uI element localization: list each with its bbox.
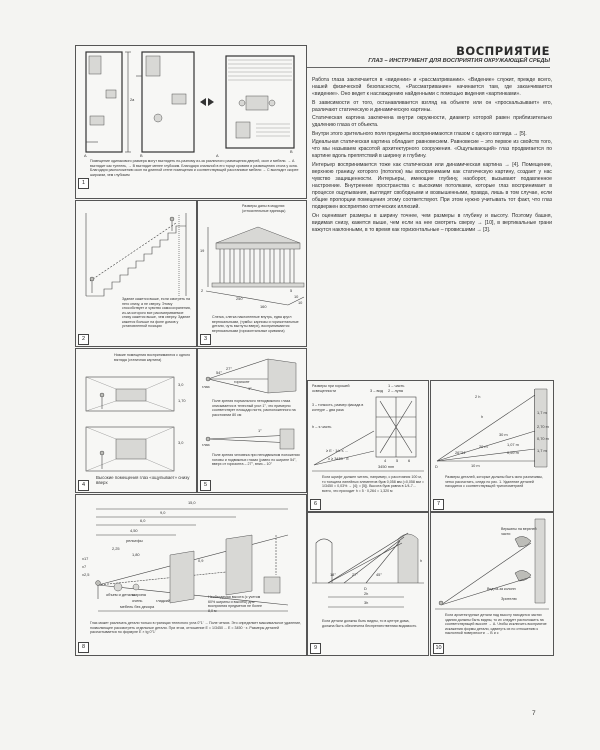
bed-icon [236, 122, 250, 138]
angle-label: 45° [376, 572, 382, 577]
diagram-label: рельефы [126, 538, 143, 543]
dimension-label: 1,70 [178, 398, 186, 403]
dimension-label: 250 [236, 296, 243, 301]
body-paragraph: Статическая картина заключена внутри окружности, диаметр которой равен приблизительно удалению глаза от объекта. [312, 115, 552, 129]
plan-label: B [140, 153, 143, 158]
dimension-label: 9,0 [160, 510, 166, 515]
distance-label: D [364, 586, 367, 591]
dimension-label: 6,0 [140, 518, 146, 523]
dimension-label: 2,25 [112, 546, 120, 551]
diagram-label: ширина [132, 592, 146, 597]
figure-number: 8 [78, 642, 89, 653]
person-head-icon [170, 217, 174, 221]
figure-panel-1 [75, 45, 307, 199]
figure-caption: Если шрифт должен читать, например, с расстояния 100 м, то толщина линейных элементов букв 0,058 мм (=0,058 мм = 1/3450 = 0,03% → [4]; = [5]). Высота букв равна в 1/4-7... всего, что проходит h = 5 · 0,264 = 1,320 м [322, 475, 424, 493]
diagram-label: 1,7 m [537, 410, 547, 415]
diagram-label: объем и детали [106, 592, 135, 597]
diagram-note: Необходимая высота (с учетом 60% ширины и высоты) для восприятия предметов не более 8,0 м [208, 595, 263, 613]
figure-caption: Поле зрения человека при неподвижном положении головы и подвижных глазах (равно по ширине 54°, вверх от горизонта – 27°, вниз – 10° [212, 453, 300, 466]
staircase-line [86, 226, 186, 296]
figure-caption: Если детали должны быть видны, то в центре дома, должна быть обеспечена беспрепятственная видимость [322, 619, 417, 628]
diagram-label: 4 [384, 458, 387, 463]
diagram-label: D [435, 464, 438, 469]
diagram-label: 5 [396, 458, 399, 463]
diagram-label: 6 [408, 458, 411, 463]
person-head-icon [100, 393, 104, 397]
cornice-profile [515, 536, 531, 547]
diagram-label: 1,07 m [507, 442, 519, 447]
angle-label: 27° [352, 572, 358, 577]
diagram-label: 2,70 m [537, 424, 549, 429]
table-icon [246, 96, 268, 110]
eye-icon [114, 583, 122, 591]
dimension-label: 4,50 [130, 528, 138, 533]
figure-caption: Размеры деталей, которые должны быть ясно различимы, четко рассчитать, следя по рис. 1. Удаление деталей находится с соответствующей тригонометрией [445, 475, 543, 488]
figure-panel-9 [307, 512, 429, 656]
diagram-label: мебель без декора [120, 604, 155, 609]
body-paragraph: Идеальная статическая картина обладает равновесием. Равновесие – это первое из свойств того, что мы называем красотой архитектурного сооружения. «Ощупывающий» глаз продвигается по картине вдоль препятствий в ширину и глубину. [312, 139, 552, 160]
figure-number: 3 [200, 334, 211, 345]
figure-panel-5 [197, 348, 307, 493]
figure-number: 1 [78, 178, 89, 189]
figure-number: 5 [200, 480, 211, 491]
diagram-label: 20 m [479, 444, 488, 449]
eye-icon [206, 437, 210, 441]
figure-number: 9 [310, 643, 321, 654]
plan-label: A [216, 153, 219, 158]
figure-caption: Слегка, слегка наклоненные внутрь, едва кругл вертикальными, (тумбы: карнизы и горизонтальные детали, чуть выгнуты вверх), воспринимаются вертикальными (горизонтальные кривизна) [212, 315, 299, 333]
figure-number: 10 [433, 643, 444, 654]
arrow-left-icon [208, 98, 214, 106]
wall-panel [170, 551, 194, 603]
diagram-label: 2 – лупа [388, 388, 403, 393]
visual-field-drawing [198, 349, 306, 492]
body-paragraph: Внутри этого зрительного поля предметы воспринимаются глазом с одного взгляда → [5]. [312, 130, 527, 137]
figure-caption: Помещение одинакового размера могут выглядеть по-разному из-за различного размещения дверей, окон и мебели. → A выглядит как туннель, → B выглядит менее глубоким. Благодаря спальной в его торце кровати и размещению стола у окна. Благодаря расположению окон на длинной стене помещения и соответствующей расстановке мебели → C выглядит скорее широким, чем глубоким [90, 159, 299, 177]
body-paragraph: В зависимости от того, останавливается взгляд на объекте или он «проскальзывает» его, различают статическую и динамическую картины. [312, 99, 552, 113]
diagram-label: 1 – часть [388, 383, 405, 388]
diagram-label: гладкий [156, 598, 171, 603]
person-head-icon [100, 451, 104, 455]
plan-label: B [290, 149, 293, 154]
dimension-label: 10 [298, 300, 303, 305]
body-paragraph: Интерьер воспринимается тоже как статическая или динамическая картина → [4]. Помещение, верхнюю границу которого (потолок) мы воспринимаем как статическую картину, создает у нас чувство защищенности. Интерьеры, имеющие глубину, наоборот, вызывают подавленное настроение. Внутренние пространства с высокими потолками, которые глаз воспринимает в процессе ощупывания, выглядят свободными и возвышенными, правда, лишь в том случае, если общие пропорции помещения этому соответствуют. При этом нужно учитывать тот факт, что глаз подвержен восприятию оптических иллюзий. [312, 162, 552, 211]
pediment-shape [216, 227, 300, 243]
dimension-label: x17 [82, 556, 89, 561]
header-rule [300, 67, 550, 68]
figure-panel-8 [75, 494, 307, 656]
figure-panel-6 [307, 380, 429, 512]
formula-label: x ≥ 3450 · E [328, 456, 349, 461]
page-number: 7 [532, 710, 536, 717]
table-icon [106, 90, 116, 98]
dimension-label: 19 [200, 248, 205, 253]
diagram-label: h [481, 414, 484, 419]
diagram-label: 27° [226, 366, 232, 371]
figure-caption: Если архитектурные детали над высоту находятся частях здания должны быть видны, то их следует расположить на соответствующей высоте → A. Чтобы исключить восприятие искажения формы детали, сдвинуть их по отношению к наклонной поверхности → B и c [445, 613, 547, 635]
angle-triangle-drawing [431, 381, 553, 511]
plan-label: A [84, 153, 87, 158]
eye-icon [206, 377, 210, 381]
dimension-label: 3,0 [178, 382, 184, 387]
formula-label: ≥ E · 1/x ≤ ... [326, 448, 348, 453]
figure-bottom-caption: Высокие помещения глаз «ощупывает» снизу вверх [96, 475, 190, 485]
bed-icon [146, 56, 160, 76]
distance-label: h [420, 558, 423, 563]
tower-shape [398, 534, 418, 583]
diagram-label: 30 m [499, 432, 508, 437]
figure-panel-10 [430, 512, 554, 656]
dimension-label: 1,80 [132, 552, 140, 557]
arrow-right-icon [200, 98, 206, 106]
page-title: ВОСПРИЯТИЕ [456, 44, 550, 58]
diagram-label: 0,59 m [507, 450, 519, 455]
figure-top-label: Размеры при хорошей освещенности [312, 384, 350, 393]
figure-number: 7 [433, 499, 444, 510]
distance-label: 2h [364, 591, 369, 596]
diagram-label: 54° [216, 370, 222, 375]
dimension-label: 2 [201, 288, 204, 293]
diagram-label: 1,7 m [537, 448, 547, 453]
figure-number: 4 [78, 480, 89, 491]
figure-panel-3 [197, 200, 307, 347]
diagram-label: Вершины на верхней части [501, 527, 537, 536]
dimension-label: 0,9 [198, 558, 204, 563]
figure-number: 6 [310, 499, 321, 510]
diagram-label: h – s часть [312, 424, 332, 429]
dimension-label: 5 [290, 288, 293, 293]
diagram-label: очень [132, 598, 143, 603]
sofa-icon [90, 116, 104, 125]
viewing-angles-drawing [308, 513, 428, 655]
person-head-icon [90, 277, 94, 281]
formula-label: 3450 mm [378, 464, 395, 469]
diagram-label: 26°34' [455, 450, 466, 455]
diagram-label: 3 – тонкость, размер фасада в контуре – два раза [312, 403, 364, 412]
diagram-label: Зрителю [501, 596, 517, 601]
dimension-label: 15,0 [188, 500, 196, 505]
room-height-drawing [76, 349, 196, 492]
wall-panel [226, 535, 252, 595]
dimension-label: 160 [260, 304, 267, 309]
angle-label: 18° [330, 572, 336, 577]
figure-panel-2 [75, 200, 197, 347]
dimension-label: x2,5 [82, 572, 90, 577]
dimension-label: 10 [294, 294, 299, 299]
figure-caption: Здание кажется выше, если смотреть на него снизу, а не сверху. Этому способствует и чувство самосохранения, из-за которого все рассматриваемое снизу кажется выше, чем сверху. Здание кажется больше на фоне домов у установленной позиции [122, 297, 191, 328]
plan-dimension: 2a [130, 97, 135, 102]
wall-surface [268, 359, 296, 393]
figure-panel-4 [75, 348, 197, 493]
figure-top-label: Размеры даны в модулях (относительные единицы) [242, 204, 286, 213]
chair-icon [154, 114, 162, 122]
bed-icon [89, 56, 101, 74]
diagram-label: 3 – вид [370, 388, 383, 393]
diagram-label: 2 h [475, 394, 481, 399]
body-text [312, 77, 552, 235]
eye-icon [439, 601, 443, 605]
figure-caption: Глаз может различать детали только в границах телесного угла 0°1' → Поле четких. Это определяет максимальное удаление, позволяющее рассмотреть отдельные детали. При этом, отношение E = 1/3450 ... E = 3450 · x. Размеры деталей рассчитывается по формуле E × tg 0°1' [90, 621, 302, 634]
diagram-label: глаз [202, 442, 210, 447]
table-icon [172, 94, 186, 104]
diagram-label: горизонт [234, 379, 250, 384]
diagram-label: 1° [248, 386, 252, 391]
dimension-label: 3,0 [178, 440, 184, 445]
diagram-label: 10 m [471, 463, 480, 468]
figure-caption: Поле зрения нормального неподвижного глаза описывается в телесный угол 1°, что примерно соответствует площади ногтя, расположенного на расстоянии 80 см [212, 399, 296, 417]
diagram-label: 0,70 m [537, 436, 549, 441]
distance-label: 3h [364, 600, 369, 605]
person-head-icon [96, 581, 101, 586]
diagram-label: Вид из-за колонн [487, 587, 516, 591]
body-paragraph: Работа глаза заключается в «видении» и «рассматривании». «Видение» служит, прежде всего, нашей физической безопасности, «Рассматривание» начинается там, где заканчивается «видение». Оно ведет к наслаждению найденными с помощью видения «картинками». [312, 77, 552, 98]
diagram-label: 1° [258, 428, 262, 433]
figure-panel-7 [430, 380, 554, 512]
page-subtitle: ГЛАЗ – ИНСТРУМЕНТ ДЛЯ ВОСПРИЯТИЯ ОКРУЖАЮЩЕЙ СРЕДЫ [368, 58, 550, 64]
diagram-label: глаз [202, 384, 210, 389]
figure-number: 2 [78, 334, 89, 345]
figure-top-caption: Низкие помещения воспринимаются с одного взгляда (статичная картина) [114, 353, 191, 362]
dimension-label: x7 [82, 564, 87, 569]
body-paragraph: Он оценивает размеры в ширину точнее, чем размеры в глубину и высоту. Поэтому башня, видимая снизу, кажется выше, чем если на нее смотреть сверху → [10], в вертикальные грани кажутся наклонными, в то время как горизонтальные – провисшими → [3]. [312, 212, 552, 233]
